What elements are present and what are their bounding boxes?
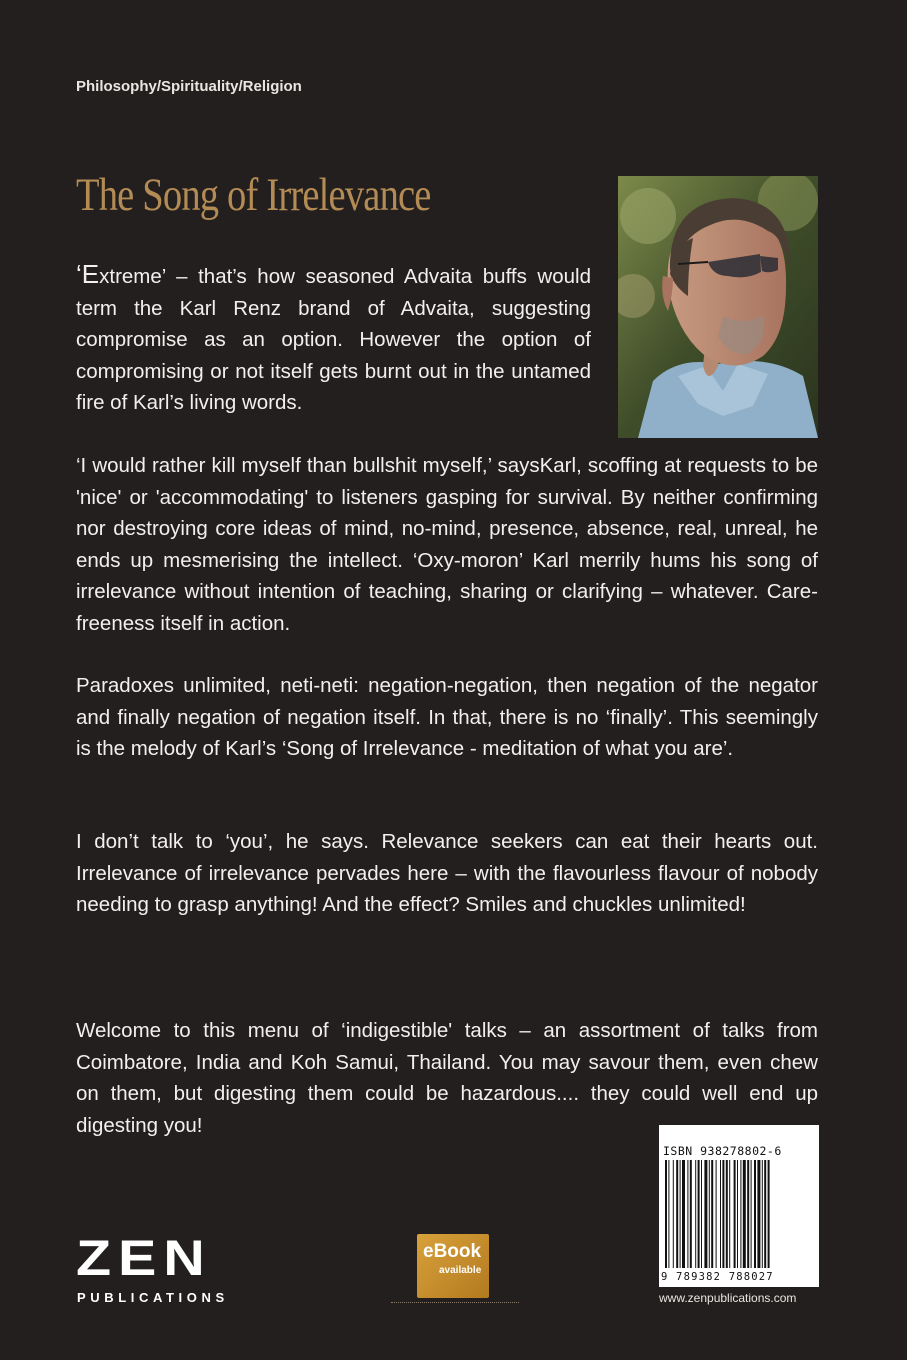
intro-paragraph [76, 259, 591, 419]
ean-digits: 9 789382 788027 [661, 1271, 774, 1283]
publisher-logo-main: ZEN [76, 1230, 212, 1286]
ebook-badge [417, 1234, 489, 1298]
body-paragraph-2: ‘I would rather kill myself than bullshit myself,’ saysKarl, scoffing at requests to be 'nice' or 'accommodating' to listeners gasping for survival. By neither confirming nor destroying core ideas of mind, no-mind, presence, absence, real, unreal, he ends up mesmerising the intellect. ‘Oxy-moron’ Karl merrily hums his song of irrelevance without intention of teaching, sharing or clarifying – whatever. Care-freeness itself in action. [76, 454, 818, 635]
book-title: The Song of Irrelevance [76, 169, 431, 221]
opening-quote-letter: ‘E [76, 259, 100, 289]
body-paragraph-5: Welcome to this menu of ‘indigestible' talks – an assortment of talks from Coimbatore, India and Koh Samui, Thailand. You may savour them, even chew on them, but digesting them could be hazardous.... they could well end up digesting you! [76, 1019, 818, 1137]
intro-text: xtreme’ – that’s how seasoned Advaita buffs would term the Karl Renz brand of Advaita, suggesting compromise as an option. However the option of compromising or not itself gets burnt out in the untamed fire of Karl’s living words. [76, 265, 591, 414]
ebook-badge-sub: available [439, 1265, 482, 1276]
isbn-number: ISBN 938278802-6 [663, 1144, 782, 1158]
ebook-badge-main: eBook [423, 1241, 482, 1262]
body-paragraph-4: I don’t talk to ‘you’, he says. Relevance seekers can eat their hearts out. Irrelevance of irrelevance pervades here – with the flavourless flavour of nobody needing to grasp anything! And the effect? Smiles and chuckles unlimited! [76, 830, 818, 916]
publisher-website: www.zenpublications.com [659, 1291, 797, 1305]
body-paragraph-3: Paradoxes unlimited, neti-neti: negation-negation, then negation of the negator and finally negation of negation itself. In that, there is no ‘finally’. This seemingly is the melody of Karl’s ‘Song of Irrelevance - meditation of what you are’. [76, 674, 818, 760]
ebook-divider [391, 1302, 519, 1303]
author-photo [618, 176, 818, 438]
category-label: Philosophy/Spirituality/Religion [76, 78, 302, 95]
isbn-barcode [659, 1125, 819, 1287]
barcode-bars [665, 1160, 813, 1270]
publisher-logo-sub: PUBLICATIONS [77, 1290, 229, 1305]
barcode-top-strip [659, 1125, 819, 1142]
